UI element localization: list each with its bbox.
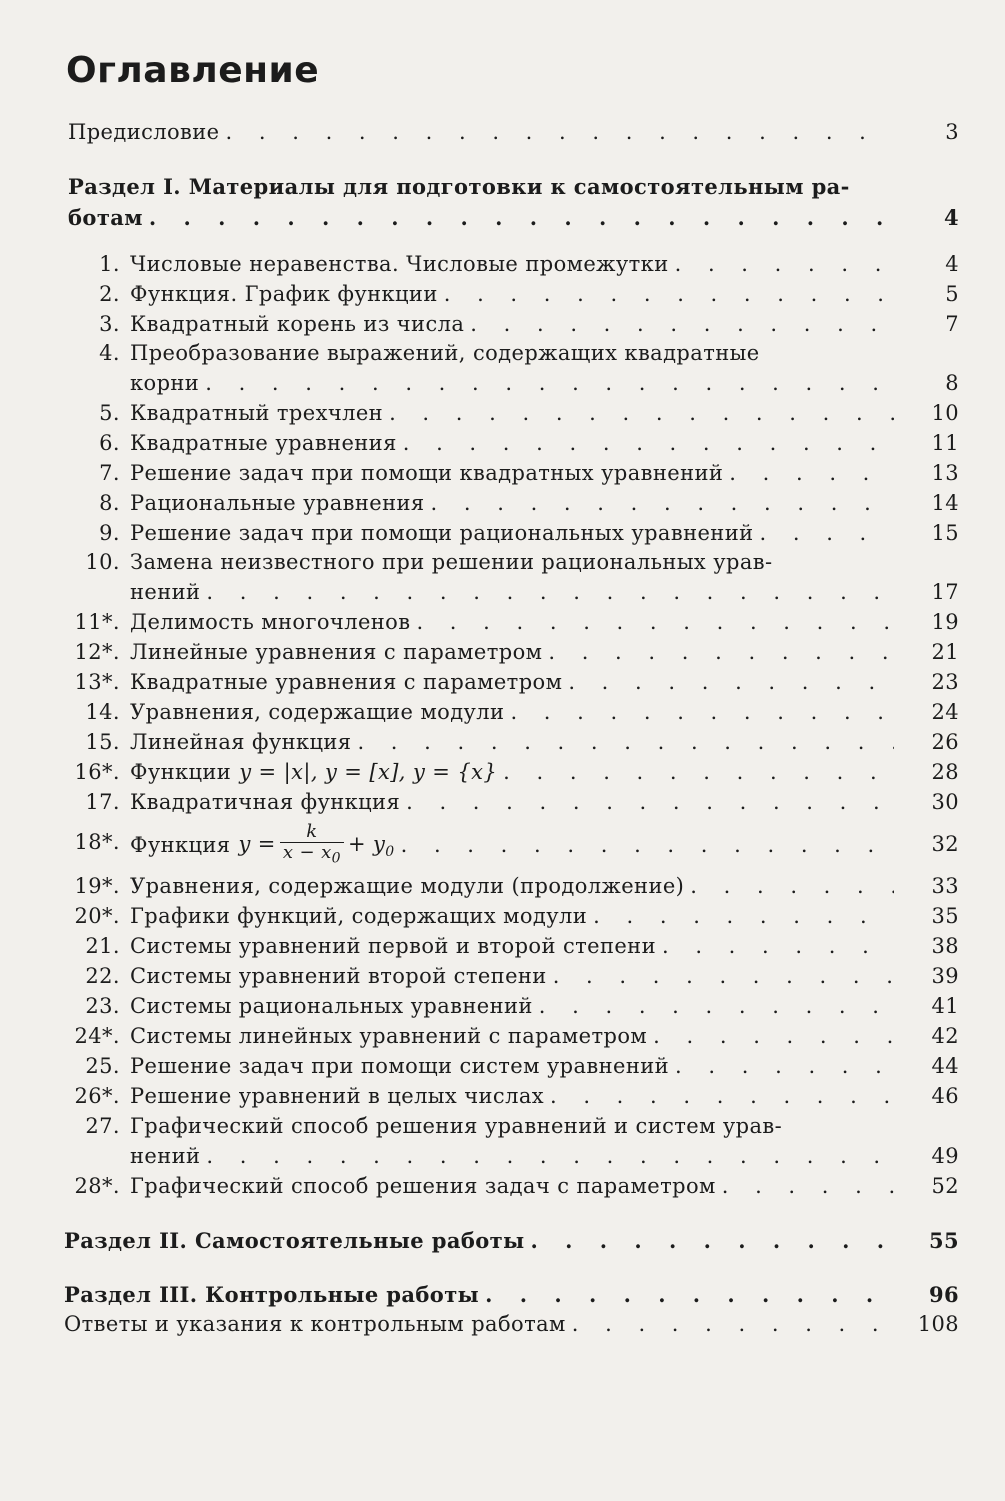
item-number: 25.	[85, 1054, 120, 1078]
item-number: 14.	[85, 700, 120, 724]
item-number: 2.	[99, 282, 120, 306]
item-number: 11*.	[74, 610, 120, 634]
formula-lhs: y =	[238, 831, 276, 856]
item-page: 42	[931, 1024, 959, 1048]
item-page: 8	[945, 371, 959, 395]
item-page: 49	[931, 1144, 959, 1168]
item-number: 22.	[85, 964, 120, 988]
item-number: 17.	[85, 790, 120, 814]
item-number: 8.	[99, 491, 120, 515]
item-label: Функция. График функции	[130, 282, 438, 306]
item-label: Квадратичная функция	[130, 790, 401, 814]
entry-page: 108	[917, 1312, 959, 1336]
formula-rhs-subscript: 0	[385, 843, 395, 860]
item-number: 28*.	[74, 1174, 120, 1198]
item-number: 13*.	[74, 670, 120, 694]
item-page: 4	[945, 252, 959, 276]
item-number: 7.	[99, 461, 120, 485]
entry-label: Раздел III. Контрольные работы	[64, 1282, 480, 1307]
item-label: Решение задач при помощи квадратных уравнений	[130, 461, 724, 485]
item-label: Функции	[130, 760, 232, 784]
item-page: 23	[931, 670, 959, 694]
item-page: 33	[931, 874, 959, 898]
item-label: Делимость многочленов	[130, 610, 411, 634]
item-page: 11	[931, 431, 959, 455]
item-number: 16*.	[74, 760, 120, 784]
item-formula	[238, 822, 394, 868]
item-label: Решение уравнений в целых числах	[130, 1084, 544, 1108]
item-page: 46	[931, 1084, 959, 1108]
item-page: 26	[931, 730, 959, 754]
item-label: Графический способ решения уравнений и систем урав-	[130, 1114, 783, 1138]
item-label: Квадратный трехчлен	[130, 401, 384, 425]
fraction-denominator	[280, 843, 344, 868]
item-label: Преобразование выражений, содержащих квадратные	[130, 341, 760, 365]
item-label: Системы уравнений второй степени	[130, 964, 547, 988]
item-page: 14	[931, 491, 959, 515]
item-page: 52	[931, 1174, 959, 1198]
item-label: Замена неизвестного при решении рациональных урав-	[130, 550, 773, 574]
item-number: 4.	[99, 341, 120, 365]
item-label: Квадратные уравнения	[130, 431, 397, 455]
item-label: Рациональные уравнения	[130, 491, 425, 515]
item-page: 35	[931, 904, 959, 928]
item-page: 32	[931, 832, 959, 856]
item-page: 24	[931, 700, 959, 724]
fraction-numerator: k	[280, 822, 344, 843]
page-title: Оглавление	[66, 50, 320, 91]
item-number: 6.	[99, 431, 120, 455]
item-number: 18*.	[74, 830, 120, 854]
item-page: 15	[931, 521, 959, 545]
item-page: 30	[931, 790, 959, 814]
item-page: 41	[931, 994, 959, 1018]
entry-page: 3	[945, 120, 959, 144]
item-page: 10	[931, 401, 959, 425]
entry-label: Предисловие	[68, 120, 220, 144]
item-page: 44	[931, 1054, 959, 1078]
item-label-cont: корни	[130, 371, 200, 395]
item-number: 19*.	[74, 874, 120, 898]
item-number: 27.	[85, 1114, 120, 1138]
item-page: 39	[931, 964, 959, 988]
entry-page: 96	[928, 1282, 959, 1307]
entry-label-cont: ботам	[68, 205, 143, 230]
item-label: Решение задач при помощи систем уравнений	[130, 1054, 670, 1078]
denominator-text: x − x	[282, 841, 332, 863]
item-label: Системы уравнений первой и второй степени	[130, 934, 656, 958]
item-number: 10.	[85, 550, 120, 574]
item-label: Уравнения, содержащие модули	[130, 700, 505, 724]
item-label: Уравнения, содержащие модули (продолжение)	[130, 874, 685, 898]
item-label: Графический способ решения задач с параметром	[130, 1174, 716, 1198]
item-page: 38	[931, 934, 959, 958]
entry-label: Ответы и указания к контрольным работам	[64, 1312, 566, 1336]
item-number: 15.	[85, 730, 120, 754]
item-label: Системы рациональных уравнений	[130, 994, 533, 1018]
item-label: Функция	[130, 832, 231, 857]
item-formula: y = |x|, y = [x], y = {x}	[239, 760, 498, 784]
item-label: Линейные уравнения с параметром	[130, 640, 543, 664]
item-number: 24*.	[74, 1024, 120, 1048]
item-label: Решение задач при помощи рациональных уравнений	[130, 521, 754, 545]
item-label: Квадратный корень из числа	[130, 312, 465, 336]
entry-page: 55	[928, 1228, 959, 1253]
item-page: 7	[945, 312, 959, 336]
item-label: Числовые неравенства. Числовые промежутки	[130, 252, 669, 276]
item-label: Линейная функция	[130, 730, 352, 754]
item-label-cont: нений	[130, 580, 201, 604]
item-page: 5	[945, 282, 959, 306]
item-number: 1.	[99, 252, 120, 276]
denominator-subscript: 0	[331, 850, 341, 867]
item-label: Системы линейных уравнений с параметром	[130, 1024, 648, 1048]
entry-label: Раздел I. Материалы для подготовки к самостоятельным ра-	[68, 174, 850, 199]
entry-label: Раздел II. Самостоятельные работы	[64, 1228, 525, 1253]
item-number: 23.	[85, 994, 120, 1018]
item-page: 28	[931, 760, 959, 784]
entry-page: 4	[943, 205, 959, 230]
item-page: 19	[931, 610, 959, 634]
item-number: 5.	[99, 401, 120, 425]
item-number: 26*.	[74, 1084, 120, 1108]
item-number: 9.	[99, 521, 120, 545]
item-page: 17	[931, 580, 959, 604]
item-label-cont: нений	[130, 1144, 201, 1168]
item-page: 21	[931, 640, 959, 664]
item-number: 21.	[85, 934, 120, 958]
item-number: 12*.	[74, 640, 120, 664]
item-label: Квадратные уравнения с параметром	[130, 670, 563, 694]
item-label: Графики функций, содержащих модули	[130, 904, 588, 928]
formula-fraction	[280, 822, 344, 868]
item-page: 13	[931, 461, 959, 485]
item-number: 20*.	[74, 904, 120, 928]
item-number: 3.	[99, 312, 120, 336]
formula-rhs: + y	[347, 831, 386, 856]
